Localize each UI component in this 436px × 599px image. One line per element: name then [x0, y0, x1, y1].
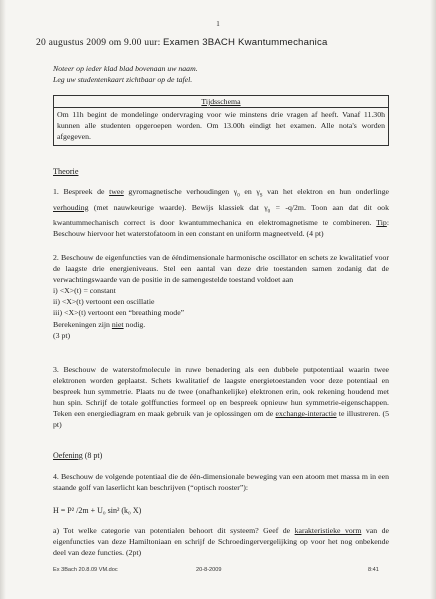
q2-points: (3 pt) — [53, 330, 71, 340]
schedule-box — [53, 95, 389, 146]
footer-time: 8:41 — [368, 567, 379, 573]
question-4-intro: 4. Beschouw de volgende potentiaal die de één-dimensionale beweging van een atoom met massa m in een staande golf van laserlicht kan beschrijven (“optisch rooster”): — [53, 472, 389, 493]
footer-filename: Ex 3Bach 20.8.09 VM.doc — [53, 567, 118, 573]
theory-heading: Theorie — [53, 167, 79, 176]
question-3: 3. Beschouw de waterstofmolecule in ruwe benadering als een dubbele putpotentiaal waarin twee elektronen worden geplaatst. Schets kwalitatief de laagste energietoestanden voor deze potentiaal en bespreek hun symmetrie. Plaats nu de twee (onafhankelijke) elektronen erin, ook rekening houdend met hun spin. Schrijf de totale golffuncties formeel op en bespreek opnieuw hun symmetrie-eigenschappen. Teken een energiediagram en maak gebruik van je oplossingen om de exchange-interactie te illustreren. (5 pt) — [53, 365, 390, 430]
schedule-text: Om 11h begint de mondelinge ondervraging voor wie minstens drie vragen af heeft. Vanaf 11.30h kunnen alle studenten opgeroepen worden. Om 13.00h eindigt het examen. Alle nota's worden afgegeven. — [57, 110, 385, 142]
right-edge-shadow — [430, 0, 436, 599]
q2-item: iii) <X>(t) vertoont een “breathing mode” — [53, 308, 185, 318]
schedule-heading: Tijdsschema — [54, 96, 388, 108]
q2-calc: Berekeningen zijn niet nodig. — [53, 319, 146, 329]
instruction-note: Noteer op ieder klad blad bovenaan uw naam. — [53, 64, 198, 73]
footer-date: 20-8-2009 — [196, 567, 222, 573]
q2-intro: 2. Beschouw de eigenfuncties van de ééndimensionale harmonische oscillator en schets ze kwalitatief voor de laagste drie energieniveaus. Stel een aantal van deze drie toestanden samen zodanig dat de verwachtingswaarde van de positie in de samengestelde toestand voldoet aan — [53, 253, 389, 285]
instruction-note: Leg uw studentenkaart zichtbaar op de tafel. — [53, 75, 193, 84]
exam-title — [36, 37, 328, 48]
q2-item: ii) <X>(t) vertoont een oscillatie — [53, 297, 155, 307]
q2-item: i) <X>(t) = constant — [53, 286, 116, 296]
title-date: 20 augustus 2009 om 9.00 uur: — [36, 37, 164, 48]
title-course: Examen 3BACH Kwantummechanica — [163, 37, 328, 48]
exercise-heading: Oefening (8 pt) — [53, 451, 103, 460]
question-2 — [53, 252, 389, 341]
left-edge-shadow — [0, 0, 6, 599]
question-1: 1. Bespreek de twee gyromagnetische verhoudingen $\gamma_0$ en $\gamma_S$ van het elektron en hun onderlinge verhouding (met nauwkeurige waarde). Bewijs klassiek dat $\gamma_0 = -q/2m$. Toon aan dat dit ook kwantummechanisch correct is door kwantummechanica en elektromagnetisme te combineren. Tip: Beschouw hiervoor het waterstofatoom in een constant en uniform magneetveld. (4 pt) — [53, 187, 389, 239]
hamiltonian-formula: H = P² /2m + U₀ sin² (k₀ X) — [53, 506, 142, 515]
question-4a: a) Tot welke categorie van potentialen behoort dit systeem? Geef de karakteristieke vorm van de eigenfuncties van deze Hamiltoniaan en schrijf de Schroedingervergelijking op voor het nog onbekende deel van deze functies. (2pt) — [53, 526, 389, 558]
page-number: 1 — [216, 20, 220, 28]
